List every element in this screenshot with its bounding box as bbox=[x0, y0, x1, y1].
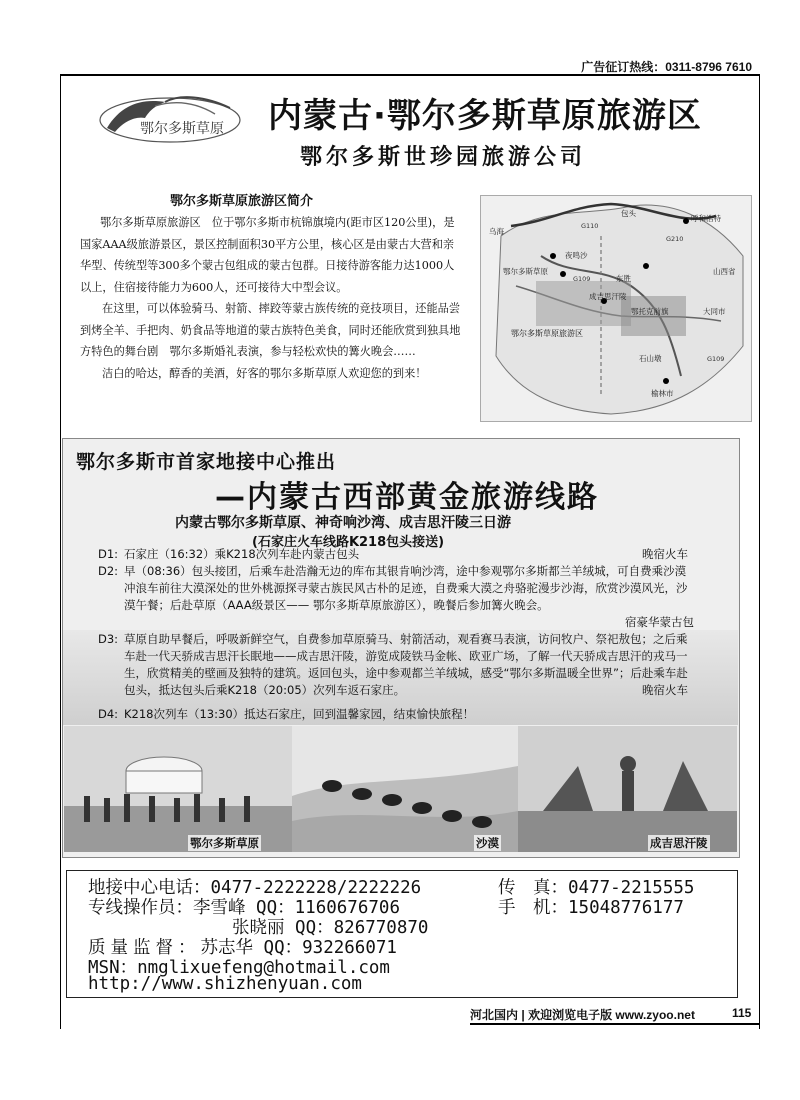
operator-name: 李雪峰 bbox=[193, 898, 246, 918]
quality-label: 质量监督： bbox=[88, 938, 201, 958]
intro-heading: 鄂尔多斯草原旅游区简介 bbox=[170, 194, 314, 209]
map-label: 夜鸣沙 bbox=[565, 251, 588, 260]
website-link[interactable]: http://www.shizhenyuan.com bbox=[88, 974, 362, 994]
main-title: 内蒙古·鄂尔多斯草原旅游区 bbox=[268, 96, 702, 136]
footer-rule bbox=[470, 1023, 760, 1025]
left-rule bbox=[60, 74, 61, 1029]
map-road-code: G110 bbox=[581, 222, 599, 230]
center-phone: 0477-2222228/2222226 bbox=[210, 878, 422, 898]
intro-text bbox=[80, 212, 465, 384]
map-label: 鄂尔多斯草原旅游区 bbox=[511, 329, 583, 338]
horse-logo bbox=[95, 88, 245, 148]
logo-text: 鄂尔多斯草原 bbox=[140, 121, 224, 137]
qq-number: 932266071 bbox=[302, 938, 397, 958]
qq-label: QQ： bbox=[295, 918, 334, 938]
intro-para-1: 鄂尔多斯草原旅游区 位于鄂尔多斯市杭锦旗境内(距市区120公里)，是国家AAA级旅游景区，景区控制面积30平方公里，核心区是由蒙古大营和亲华型、传统型等300多个蒙古包组成的蒙古包群。日接待游客能力达1000人以上，住宿接待能力为600人，还可接待大中型会议。 bbox=[80, 216, 455, 294]
day-lodging: 晚宿火车 bbox=[642, 683, 688, 697]
tour-heading: 鄂尔多斯市首家地接中心推出 bbox=[76, 451, 337, 473]
map-label: 大同市 bbox=[703, 307, 726, 316]
footer-separator: | bbox=[521, 1008, 525, 1022]
day-text: K218次列车（13:30）抵达石家庄，回到温馨家园，结束愉快旅程！ bbox=[124, 707, 475, 721]
map-road-code: G109 bbox=[573, 275, 591, 283]
intro-para-3: 洁白的哈达，醇香的美酒，好客的鄂尔多斯草原人欢迎您的到来！ bbox=[102, 366, 427, 380]
day-text: 早（08:36）包头接团，后乘车赴浩瀚无边的库布其银肯响沙湾，途中参观鄂尔多斯都兰羊绒城，可自费乘沙漠冲浪车前往大漠深处的世外桃源探寻蒙古族民风古朴的足迹，自费乘大漠之舟骆驼漫步沙海，欣赏沙漠风光，沙漠午餐；后赴草原（AAA级景区—— 鄂尔多斯草原旅游区），晚餐后参加篝火晚会。 bbox=[124, 564, 688, 612]
map-road-code: G210 bbox=[666, 235, 684, 243]
photo-mausoleum bbox=[518, 726, 737, 852]
mobile-label: 手 机： bbox=[498, 898, 568, 918]
map-label: 鄂托克前旗 bbox=[631, 307, 669, 316]
operator-name: 张晓丽 bbox=[232, 918, 285, 938]
day-lodging: 宿豪华蒙古包 bbox=[625, 615, 694, 629]
photo-caption: 成吉思汗陵 bbox=[650, 836, 708, 850]
tour-title: —内蒙古西部黄金旅游线路 bbox=[215, 480, 599, 515]
footer-website[interactable]: 欢迎浏览电子版 www.zyoo.net bbox=[528, 1008, 695, 1022]
qq-number: 1160676706 bbox=[294, 898, 400, 918]
photo-grassland bbox=[64, 726, 292, 852]
day-label: D3: bbox=[98, 632, 119, 646]
mobile-number: 15048776177 bbox=[568, 898, 684, 918]
center-phone-label: 地接中心电话： bbox=[88, 878, 211, 898]
map-label: 东胜 bbox=[616, 274, 631, 283]
footer-section: 河北国内 bbox=[470, 1008, 519, 1022]
msn-address: nmglixuefeng@hotmail.com bbox=[137, 958, 390, 978]
msn-label: MSN： bbox=[88, 958, 138, 978]
day-lodging: 晚宿火车 bbox=[642, 547, 688, 561]
contact-row-mobile bbox=[498, 894, 684, 919]
photo-desert bbox=[292, 726, 518, 852]
footer-text bbox=[470, 1006, 695, 1023]
fax-number: 0477-2215555 bbox=[568, 878, 695, 898]
map-label: 呼和浩特 bbox=[691, 214, 721, 223]
contact-row-website bbox=[88, 974, 362, 994]
company-name: 鄂尔多斯世珍园旅游公司 bbox=[300, 144, 587, 170]
map-label: 石山墩 bbox=[639, 354, 662, 363]
itinerary-day-3 bbox=[98, 631, 694, 699]
tour-transfer-note: (石家庄火车线路K218包头接送) bbox=[252, 535, 445, 550]
map-road-code: G109 bbox=[707, 355, 725, 363]
map-label: 包头 bbox=[621, 209, 636, 218]
map-label: 成吉思汗陵 bbox=[589, 292, 627, 301]
fax-label: 传 真： bbox=[498, 878, 568, 898]
itinerary-day-4 bbox=[98, 706, 738, 723]
photo-caption: 沙漠 bbox=[476, 836, 499, 850]
day-label: D2: bbox=[98, 564, 119, 578]
qq-label: QQ： bbox=[263, 938, 303, 958]
photo-caption: 鄂尔多斯草原 bbox=[190, 836, 259, 850]
quality-person: 苏志华 bbox=[200, 938, 253, 958]
region-map bbox=[480, 195, 752, 422]
itinerary-day-2 bbox=[98, 563, 694, 614]
map-label: 榆林市 bbox=[651, 389, 674, 398]
itinerary-day-1 bbox=[98, 546, 738, 563]
operator-label: 专线操作员： bbox=[88, 898, 193, 918]
map-label: 乌海 bbox=[489, 227, 504, 236]
top-rule bbox=[60, 74, 760, 76]
qq-label: QQ： bbox=[256, 898, 295, 918]
intro-para-2: 在这里，可以体验骑马、射箭、摔跤等蒙古族传统的竞技项目，还能品尝到烤全羊、手把肉、奶食品等地道的蒙古族特色美食，同时还能欣赏到独具地方特色的舞台剧 鄂尔多斯婚礼表演，参与轻松欢快的篝火晚会…… bbox=[80, 302, 461, 358]
day-text: 草原自助早餐后，呼吸新鲜空气，自费参加草原骑马、射箭活动，观看赛马表演，访问牧户、祭祀敖包；之后乘车赴一代天骄成吉思汗长眠地——成吉思汗陵，游览成陵铁马金帐、欧亚广场，了解一代天骄成吉思汗的戎马一生，欣赏精美的壁画及独特的建筑。返回包头，途中参观都兰羊绒城，感受“鄂尔多斯温暖全世界”；后赴乘车赴包头，抵达包头后乘K218（20:05）次列车返石家庄。 bbox=[124, 632, 688, 697]
day-text: 石家庄（16:32）乘K218次列车赴内蒙古包头 bbox=[124, 547, 360, 561]
tour-subtitle: 内蒙古鄂尔多斯草原、神奇响沙湾、成吉思汗陵三日游 bbox=[175, 515, 511, 531]
right-rule bbox=[759, 74, 760, 1029]
day-label: D1: bbox=[98, 547, 119, 561]
day-label: D4: bbox=[98, 707, 119, 721]
ad-hotline: 广告征订热线：0311-8796 7610 bbox=[581, 60, 752, 74]
map-label: 山西省 bbox=[713, 267, 736, 276]
page-number: 115 bbox=[732, 1006, 752, 1020]
qq-number: 826770870 bbox=[333, 918, 429, 938]
map-label: 鄂尔多斯草原 bbox=[503, 267, 548, 276]
